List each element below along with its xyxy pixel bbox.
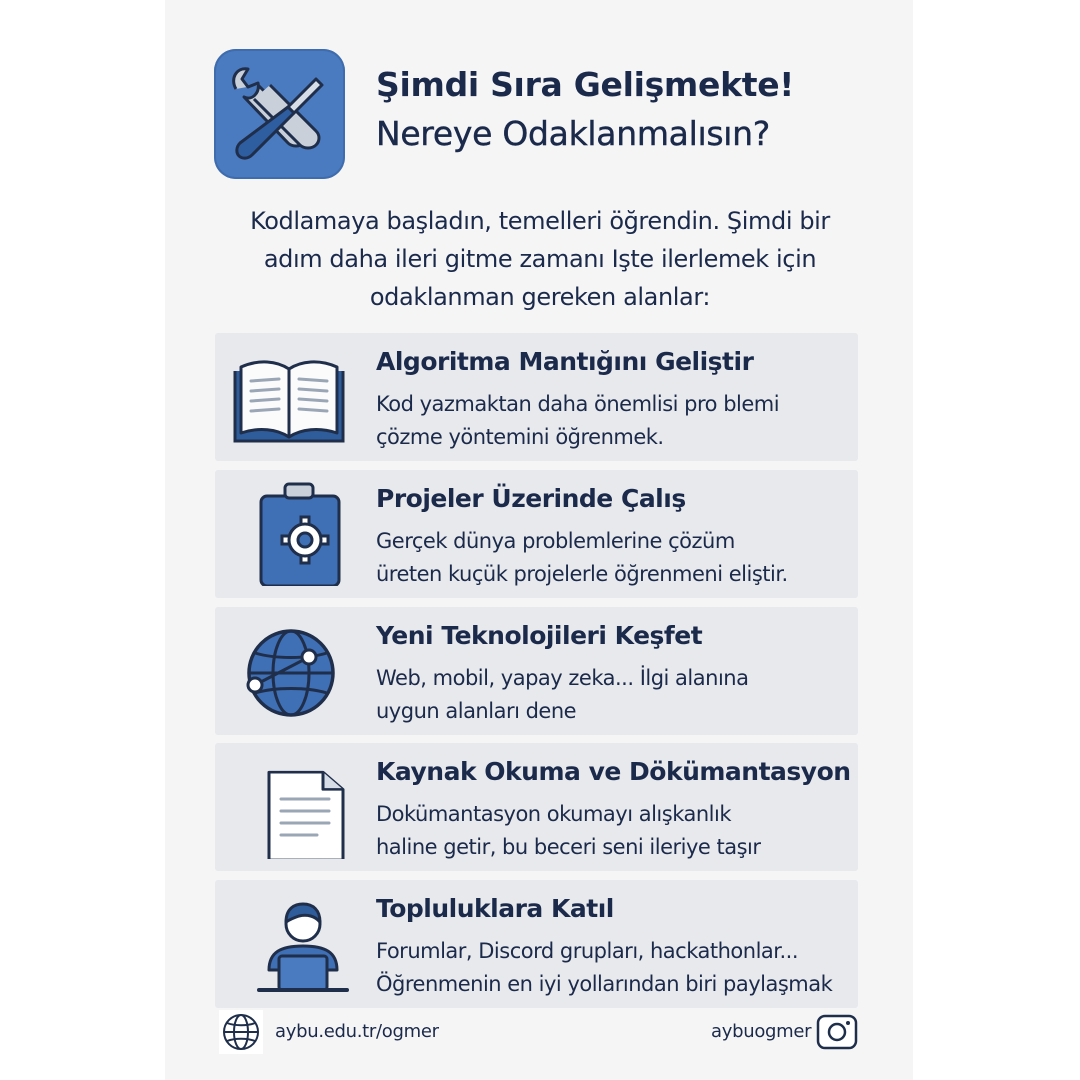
card-title: Yeni Teknolojileri Keşfet (376, 621, 703, 650)
card-desc-line: üreten kuçük projelerle öğrenmeni eliştir. (376, 562, 788, 586)
website-link[interactable]: aybu.edu.tr/ogmer (275, 1021, 439, 1042)
card-description (376, 662, 748, 728)
globe-icon (219, 1010, 263, 1054)
page-title (376, 60, 794, 158)
title-line-2: Nereye Odaklanmalısın? (376, 114, 770, 153)
card-desc-line: uygun alanları dene (376, 699, 577, 723)
card-algorithm (215, 333, 858, 461)
card-documentation (215, 743, 858, 871)
title-line-1: Şimdi Sıra Gelişmekte! (376, 65, 795, 104)
open-book-icon (229, 345, 349, 449)
card-title: Topluluklara Katıl (376, 894, 614, 923)
card-desc-line: Forumlar, Discord grupları, hackathonlar... (376, 939, 799, 963)
card-title: Kaynak Okuma ve Dökümantasyon (376, 757, 851, 786)
card-desc-line: Öğrenmenin en iyi yollarından biri paylaşmak (376, 972, 833, 996)
card-desc-line: haline getir, bu beceri seni ileriye taşır (376, 835, 761, 859)
card-desc-line: Gerçek dünya problemlerine çözüm (376, 529, 735, 553)
card-desc-line: Kod yazmaktan daha önemlisi pro blemi (376, 392, 780, 416)
intro-line-2: adım daha ileri gitme zamanı Işte ilerlemek için (263, 245, 817, 273)
card-communities (215, 880, 858, 1008)
document-icon (229, 755, 349, 859)
clipboard-gear-icon (229, 482, 349, 586)
instagram-handle[interactable]: aybuogmer (711, 1021, 812, 1042)
card-title: Algoritma Mantığını Geliştir (376, 347, 754, 376)
intro-line-1: Kodlamaya başladın, temelleri öğrendin. Şimdi bir (250, 207, 830, 235)
card-desc-line: çözme yöntemini öğrenmek. (376, 425, 664, 449)
globe-network-icon (229, 619, 349, 723)
instagram-icon[interactable] (816, 1014, 858, 1054)
card-description (376, 525, 788, 591)
card-desc-line: Dokümantasyon okumayı alışkanlık (376, 802, 731, 826)
card-projects (215, 470, 858, 598)
card-desc-line: Web, mobil, yapay zeka... İlgi alanına (376, 666, 749, 690)
person-laptop-icon (229, 892, 349, 996)
card-description (376, 798, 761, 864)
tools-icon (214, 49, 345, 179)
card-title: Projeler Üzerinde Çalış (376, 484, 686, 513)
card-description (376, 935, 832, 1001)
card-description (376, 388, 779, 454)
intro-text (210, 202, 870, 316)
card-technologies (215, 607, 858, 735)
intro-line-3: odaklanman gereken alanlar: (369, 283, 711, 311)
